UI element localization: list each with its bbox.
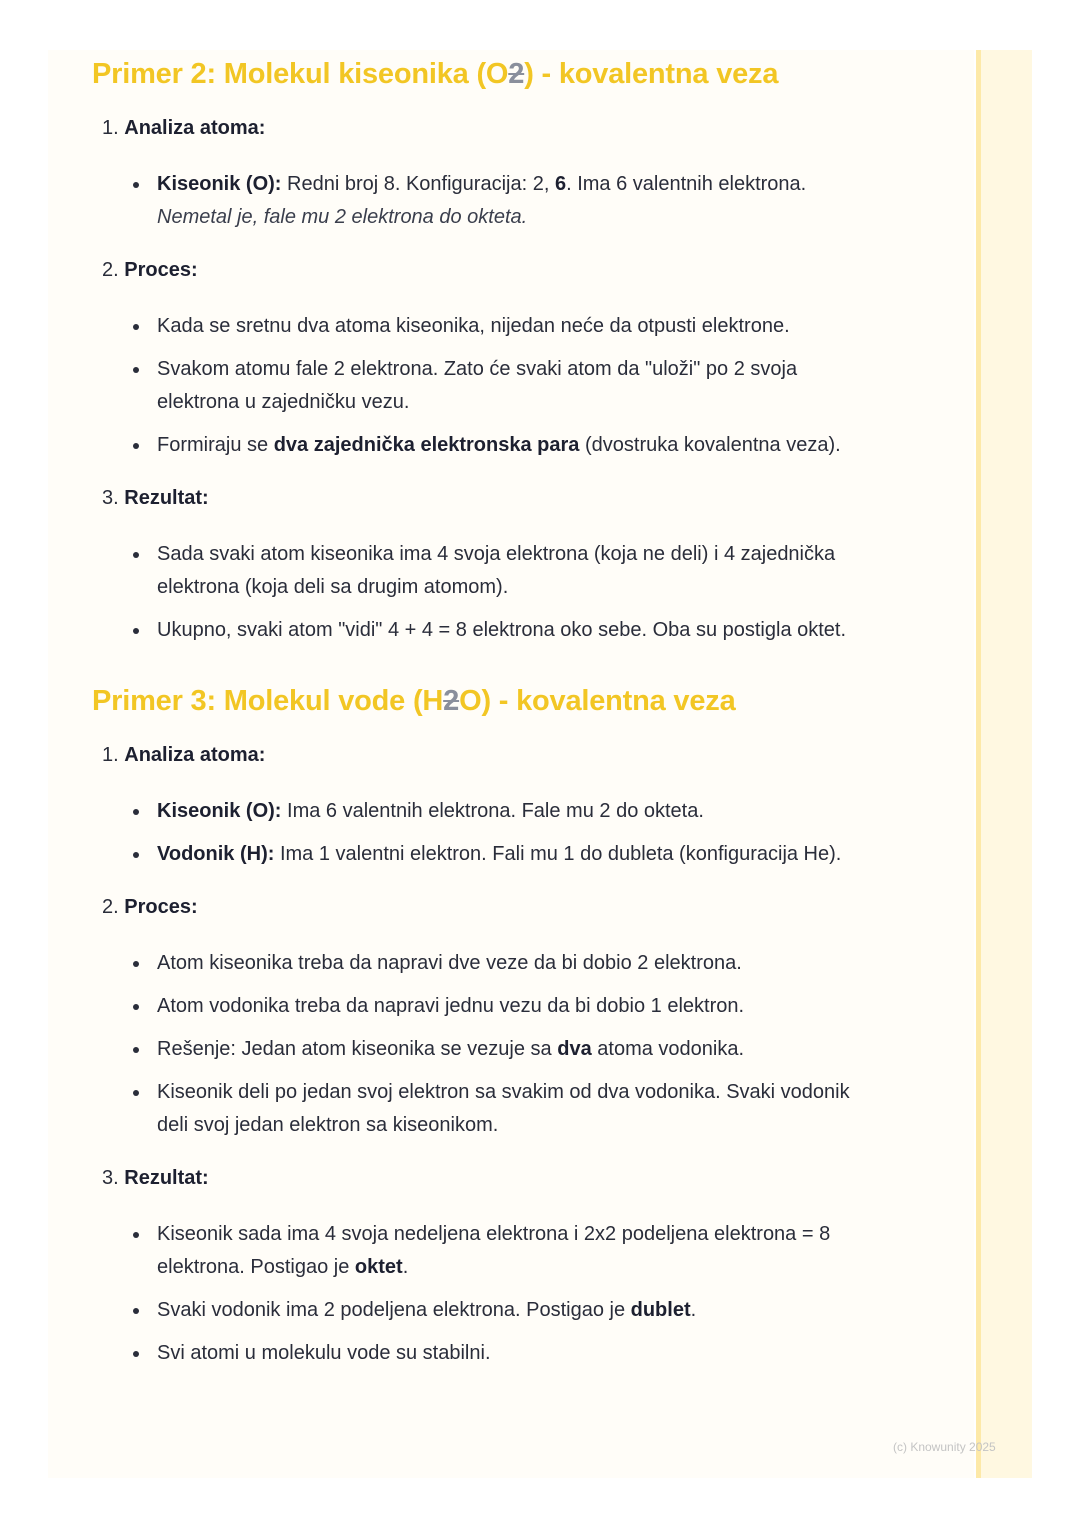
section-number: 1. — [102, 117, 119, 139]
section-label: Analiza atoma: — [124, 744, 266, 766]
section-label: Proces: — [124, 896, 198, 918]
item-text: . — [402, 1256, 409, 1278]
item-text: Formiraju se — [157, 434, 274, 456]
section-number: 3. — [102, 487, 119, 509]
example2-section2-title — [92, 256, 852, 284]
list-item — [92, 1294, 852, 1327]
list-item — [92, 1218, 852, 1284]
example3-heading — [92, 681, 852, 721]
item-bold: dva zajednička elektronska para — [273, 434, 580, 456]
item-text: Rešenje: Jedan atom kiseonika se vezuje sa — [157, 1038, 558, 1060]
example2-section1-list — [92, 168, 852, 234]
example2-heading-post: ) - kovalentna veza — [524, 58, 779, 90]
section-label: Proces: — [124, 259, 198, 281]
term-kiseonik: Kiseonik (O): — [157, 173, 282, 195]
section-number: 2. — [102, 896, 119, 918]
example3-section1-title — [92, 741, 852, 769]
side-strip — [976, 50, 1032, 1478]
item-bold: dublet — [630, 1299, 691, 1321]
example3-section3-title — [92, 1164, 852, 1192]
list-item: Kada se sretnu dva atoma kiseonika, nijedan neće da otpusti elektrone. — [92, 310, 852, 343]
item-text: atoma vodonika. — [591, 1038, 745, 1060]
example3-section2-title — [92, 893, 852, 921]
example3-heading-pre: Primer 3: Molekul vode (H — [92, 685, 444, 717]
example3-section2-list — [92, 947, 852, 1142]
list-item — [92, 838, 852, 871]
example2-section2-list — [92, 310, 852, 462]
section-number: 3. — [102, 1167, 119, 1189]
list-item — [92, 168, 852, 234]
example3-heading-subscript: 2 — [443, 685, 460, 717]
item-text: (dvostruka kovalentna veza). — [579, 434, 841, 456]
list-item: Kiseonik deli po jedan svoj elektron sa svakim od dva vodonika. Svaki vodonik deli svoj jedan elektron sa kiseonikom. — [92, 1076, 852, 1142]
item-text: Ima 6 valentnih elektrona. Fale mu 2 do okteta. — [281, 800, 704, 822]
section-label: Rezultat: — [124, 1167, 209, 1189]
item-text: Ima 1 valentni elektron. Fali mu 1 do dubleta (konfiguracija He). — [274, 843, 842, 865]
example2-heading — [92, 54, 852, 94]
list-item: Ukupno, svaki atom "vidi" 4 + 4 = 8 elektrona oko sebe. Oba su postigla oktet. — [92, 614, 852, 647]
item-text: . Ima 6 valentnih elektrona. — [566, 173, 807, 195]
example3-section1-list — [92, 795, 852, 871]
list-item — [92, 795, 852, 828]
section-label: Rezultat: — [124, 487, 209, 509]
list-item — [92, 429, 852, 462]
list-item: Svi atomi u molekulu vode su stabilni. — [92, 1337, 852, 1370]
item-text: . — [690, 1299, 697, 1321]
term-6: 6 — [554, 173, 567, 195]
section-number: 1. — [102, 744, 119, 766]
item-text: Kiseonik sada ima 4 svoja nedeljena elektrona i 2x2 podeljena elektrona = 8 elektrona. Postigao je — [157, 1223, 831, 1278]
example2-section1-title — [92, 114, 852, 142]
list-item: Sada svaki atom kiseonika ima 4 svoja elektrona (koja ne deli) i 4 zajednička elektrona (koja deli sa drugim atomom). — [92, 538, 852, 604]
example2-section3-title — [92, 484, 852, 512]
example2-section3-list — [92, 538, 852, 647]
document-content — [92, 50, 852, 1370]
list-item: Atom vodonika treba da napravi jednu vezu da bi dobio 1 elektron. — [92, 990, 852, 1023]
example2-heading-subscript: 2 — [508, 58, 525, 90]
example2-heading-pre: Primer 2: Molekul kiseonika (O — [92, 58, 509, 90]
copyright-watermark: (c) Knowunity 2025 — [893, 1440, 996, 1454]
section-label: Analiza atoma: — [124, 117, 266, 139]
list-item: Atom kiseonika treba da napravi dve veze da bi dobio 2 elektrona. — [92, 947, 852, 980]
example3-section3-list — [92, 1218, 852, 1370]
list-item — [92, 1033, 852, 1066]
item-bold: oktet — [354, 1256, 403, 1278]
list-item: Svakom atomu fale 2 elektrona. Zato će svaki atom da "uloži" po 2 svoja elektrona u zajedničku vezu. — [92, 353, 852, 419]
section-number: 2. — [102, 259, 119, 281]
item-bold: dva — [557, 1038, 592, 1060]
item-text: Redni broj 8. Konfiguracija: 2, — [281, 173, 555, 195]
example3-heading-post: O) - kovalentna veza — [459, 685, 736, 717]
term-vodonik: Vodonik (H): — [157, 843, 275, 865]
item-italic: Nemetal je, fale mu 2 elektrona do okteta. — [157, 206, 528, 228]
item-text: Svaki vodonik ima 2 podeljena elektrona. Postigao je — [157, 1299, 631, 1321]
term-kiseonik: Kiseonik (O): — [157, 800, 282, 822]
